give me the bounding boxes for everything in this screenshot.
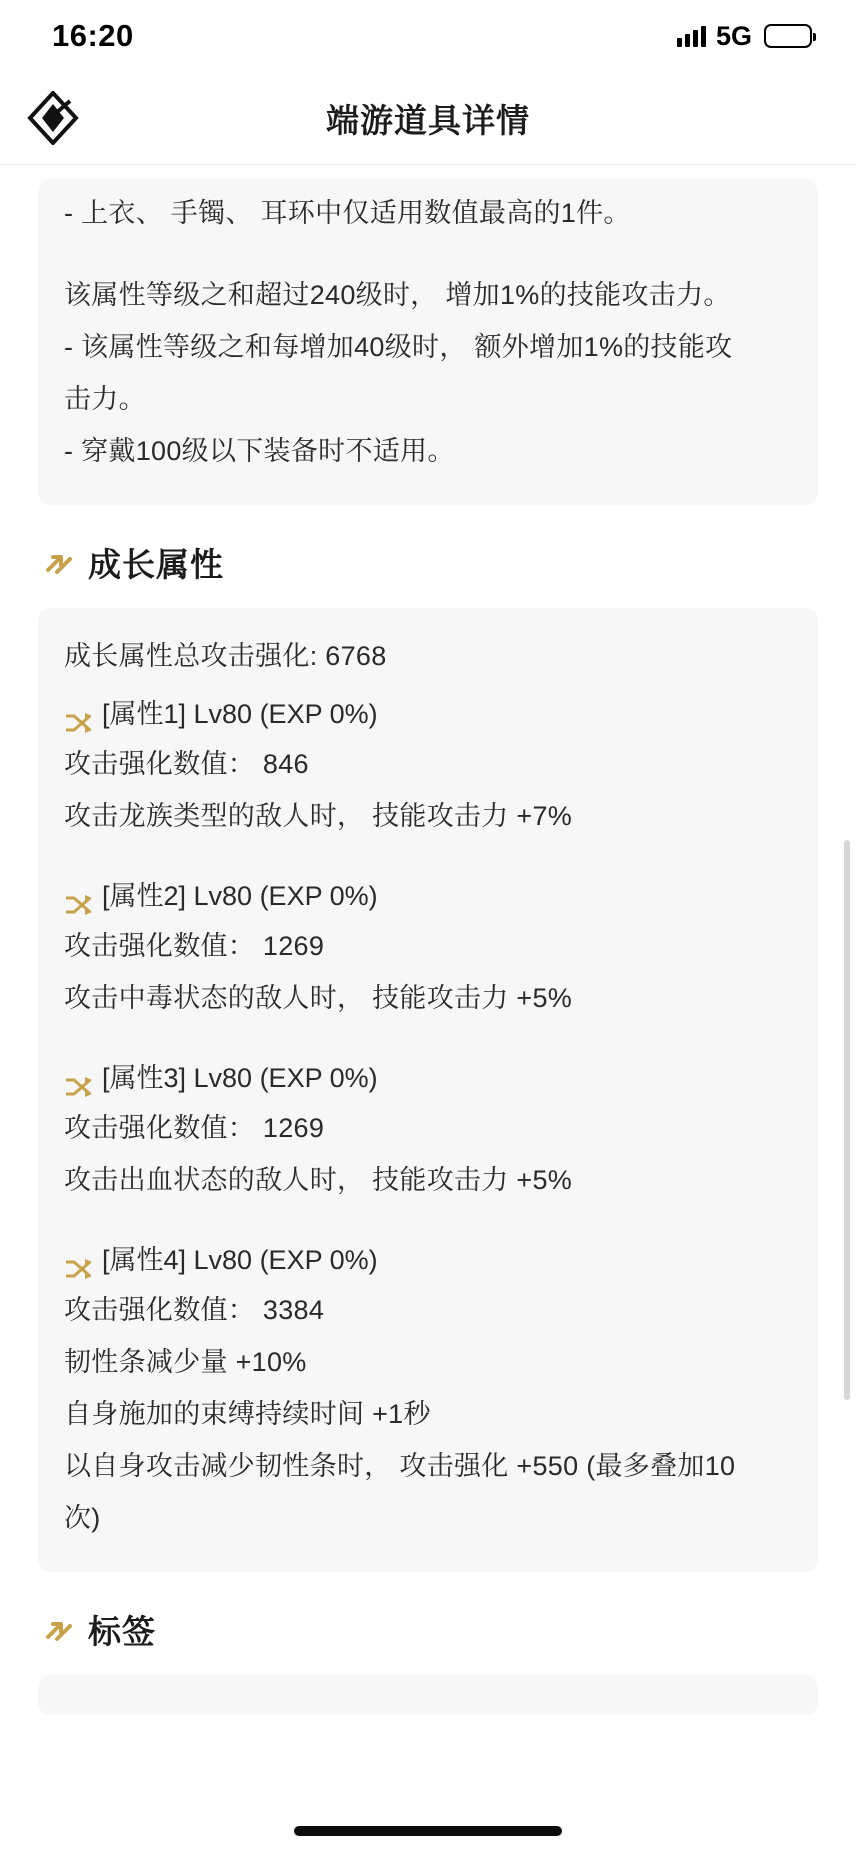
attribute-header [64,1054,792,1102]
attribute-line: 攻击强化数值： 3384 [64,1295,325,1325]
description-line: 击力。 [64,384,146,414]
attribute-line: 攻击龙族类型的敌人时， 技能攻击力 +7% [64,801,573,831]
home-indicator[interactable] [294,1826,562,1836]
description-line: 该属性等级之和超过240级时， 增加1%的技能攻击力。 [64,280,731,310]
attribute-line: 攻击强化数值： 1269 [64,1113,325,1143]
description-line: - 该属性等级之和每增加40级时， 额外增加1%的技能攻 [64,332,733,362]
attribute-line: 以自身攻击减少韧性条时， 攻击强化 +550 (最多叠加10 [64,1451,736,1481]
arrow-bullet-icon [44,548,74,578]
description-line: - 上衣、 手镯、 耳环中仅适用数值最高的1件。 [64,198,631,228]
shuffle-icon [64,1248,94,1272]
signal-bars-icon [677,25,706,47]
attribute-line: 攻击出血状态的敌人时， 技能攻击力 +5% [64,1165,573,1195]
attribute-header [64,1236,792,1284]
network-type-label: 5G [715,20,752,51]
page-title: 端游道具详情 [326,101,530,139]
attribute-line: 攻击中毒状态的敌人时， 技能攻击力 +5% [64,983,573,1013]
attribute-title: [属性2] Lv80 (EXP 0%) [102,881,378,911]
tags-card [38,1675,818,1715]
attribute-line: 攻击强化数值： 846 [64,749,309,779]
section-header-tags [44,1606,818,1653]
attribute-block [64,690,792,842]
status-bar [0,0,856,72]
attribute-header [64,690,792,738]
description-spacer [64,239,792,269]
attribute-block [64,1054,792,1206]
attribute-title: [属性3] Lv80 (EXP 0%) [102,1063,378,1093]
attribute-header [64,872,792,920]
attribute-line: 自身施加的束缚持续时间 +1秒 [64,1399,431,1429]
arrow-bullet-icon [44,1615,74,1645]
shuffle-icon [64,1066,94,1090]
status-right [677,21,812,52]
description-card [38,179,818,505]
growth-attributes-card [38,608,818,1572]
shuffle-icon [64,884,94,908]
section-title: 标签 [88,1613,156,1650]
game-diamond-logo-icon[interactable] [26,91,80,145]
attribute-line: 攻击强化数值： 1269 [64,931,325,961]
attribute-line: 韧性条减少量 +10% [64,1347,307,1377]
section-header-growth [44,539,818,586]
growth-total-line: 成长属性总攻击强化: 6768 [64,641,387,671]
attribute-block [64,872,792,1024]
section-title: 成长属性 [88,546,224,583]
attribute-title: [属性4] Lv80 (EXP 0%) [102,1245,378,1275]
attribute-title: [属性1] Lv80 (EXP 0%) [102,699,378,729]
attribute-line: 次) [64,1503,101,1533]
description-line: - 穿戴100级以下装备时不适用。 [64,436,455,466]
nav-bar [0,72,856,165]
status-time: 16:20 [52,18,134,53]
shuffle-icon [64,702,94,726]
attribute-block [64,1236,792,1544]
content-scroll-area[interactable] [0,179,856,1715]
vertical-scrollbar[interactable] [844,840,850,1400]
battery-full-icon [764,24,812,48]
